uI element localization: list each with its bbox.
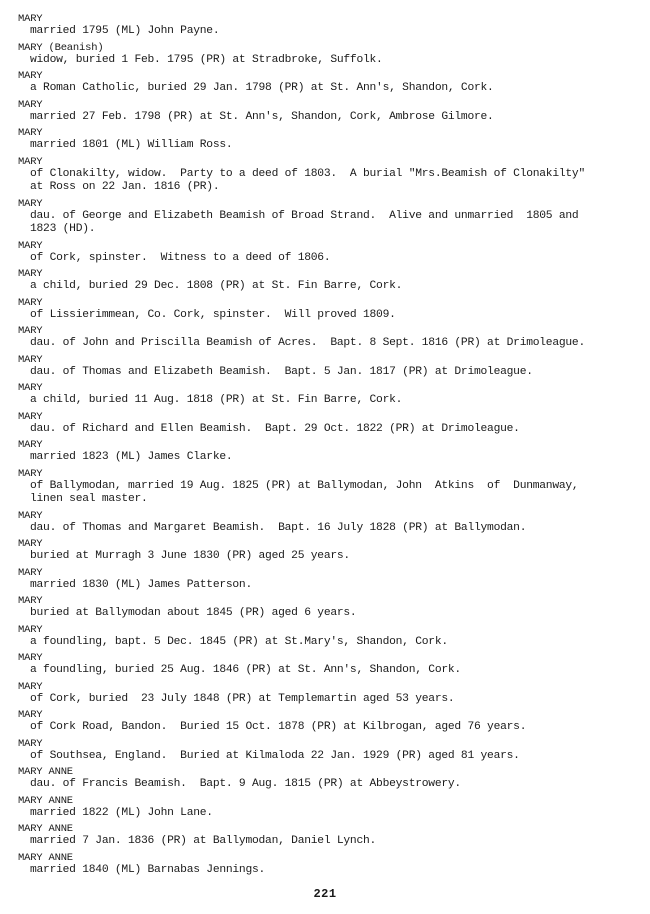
entry-text: married 1801 (ML) William Ross. [30, 139, 233, 151]
entry-text: dau. of Thomas and Elizabeth Beamish. Bapt. 5 Jan. 1817 (PR) at Drimoleague. [30, 365, 533, 378]
list-item [18, 595, 636, 621]
entry-text: of Southsea, England. Buried at Kilmaloda 22 Jan. 1929 (PR) aged 81 years. [30, 749, 520, 762]
entry-name: MARY (Beanish) [18, 41, 104, 54]
entry-text: dau. of Thomas and Margaret Beamish. Bapt. 16 July 1828 (PR) at Ballymodan. [30, 521, 527, 534]
entry-name: MARY [18, 737, 43, 750]
entry-name: MARY [18, 652, 43, 664]
list-item [18, 766, 636, 792]
list-item [18, 823, 636, 849]
entry-text: of Cork, spinster. Witness to a deed of 1806. [30, 251, 331, 264]
list-item [18, 681, 636, 707]
list-item [18, 709, 636, 735]
entry-name: MARY [18, 467, 43, 480]
entry-name: MARY [18, 353, 43, 366]
list-item [18, 127, 636, 153]
entry-text: married 27 Feb. 1798 (PR) at St. Ann's, Shandon, Cork, Ambrose Gilmore. [30, 110, 494, 123]
entry-text: of Ballymodan, married 19 Aug. 1825 (PR) at Ballymodan, John Atkins of Dunmanway, linen seal master. [30, 479, 579, 505]
entry-name: MARY [18, 538, 43, 550]
entry-name: MARY [18, 680, 43, 693]
entry-name: MARY ANNE [18, 766, 73, 778]
list-item [18, 468, 636, 507]
list-item [18, 852, 636, 878]
entry-text: widow, buried 1 Feb. 1795 (PR) at Stradbroke, Suffolk. [30, 53, 383, 66]
list-item [18, 268, 636, 294]
entry-name: MARY ANNE [18, 823, 73, 835]
list-item [18, 652, 636, 678]
entry-text: dau. of Francis Beamish. Bapt. 9 Aug. 1815 (PR) at Abbeystrowery. [30, 778, 461, 790]
entry-text: buried at Murragh 3 June 1830 (PR) aged 25 years. [30, 550, 350, 562]
list-item [18, 510, 636, 536]
entry-text: married 1830 (ML) James Patterson. [30, 578, 252, 591]
entry-name: MARY [18, 325, 43, 337]
list-item [18, 156, 636, 195]
list-item [18, 738, 636, 764]
list-item [18, 198, 636, 237]
entry-text: a foundling, buried 25 Aug. 1846 (PR) at St. Ann's, Shandon, Cork. [30, 664, 461, 676]
entry-name: MARY [18, 197, 43, 210]
entry-text: a foundling, bapt. 5 Dec. 1845 (PR) at St.Mary's, Shandon, Cork. [30, 635, 448, 648]
list-item [18, 354, 636, 380]
entry-name: MARY [18, 98, 43, 111]
entry-text: dau. of Richard and Ellen Beamish. Bapt. 29 Oct. 1822 (PR) at Drimoleague. [30, 422, 520, 435]
entry-name: MARY [18, 382, 43, 394]
list-item [18, 624, 636, 650]
entry-text: of Cork, buried 23 July 1848 (PR) at Templemartin aged 53 years. [30, 692, 455, 705]
entry-text: married 1840 (ML) Barnabas Jennings. [30, 863, 266, 876]
entry-text: a child, buried 29 Dec. 1808 (PR) at St. Fin Barre, Cork. [30, 280, 403, 292]
entry-text: of Clonakilty, widow. Party to a deed of 1803. A burial "Mrs.Beamish of Clonakilty" at Ross on 22 Jan. 1816 (PR). [30, 167, 585, 193]
entry-text: married 1823 (ML) James Clarke. [30, 451, 233, 463]
entry-name: MARY [18, 566, 43, 579]
page-number: 221 [313, 887, 337, 901]
entry-name: MARY [18, 296, 43, 309]
list-item [18, 567, 636, 593]
list-item [18, 439, 636, 465]
entry-text: buried at Ballymodan about 1845 (PR) aged 6 years. [30, 607, 357, 619]
list-item [18, 382, 636, 408]
entry-name: MARY [18, 268, 43, 280]
entry-name: MARY [18, 509, 43, 522]
entry-text: of Lissierimmean, Co. Cork, spinster. Will proved 1809. [30, 308, 396, 321]
entry-name: MARY ANNE [18, 851, 73, 864]
entry-text: dau. of George and Elizabeth Beamish of Broad Strand. Alive and unmarried 1805 and 1823 (HD). [30, 209, 579, 235]
entry-text: married 1795 (ML) John Payne. [30, 25, 220, 37]
entry-name: MARY [18, 410, 43, 423]
entry-text: married 1822 (ML) John Lane. [30, 806, 213, 819]
entry-text: dau. of John and Priscilla Beamish of Acres. Bapt. 8 Sept. 1816 (PR) at Drimoleague. [30, 337, 585, 349]
entry-name: MARY [18, 239, 43, 252]
list-item [18, 240, 636, 266]
entry-name: MARY ANNE [18, 794, 73, 807]
list-item [18, 411, 636, 437]
entry-name: MARY [18, 127, 43, 139]
list-item [18, 13, 636, 39]
entry-name: MARY [18, 623, 43, 636]
entry-text: of Cork Road, Bandon. Buried 15 Oct. 1878 (PR) at Kilbrogan, aged 76 years. [30, 721, 527, 733]
entry-name: MARY [18, 13, 43, 25]
list-item [18, 538, 636, 564]
entry-name: MARY [18, 439, 43, 451]
list-item [18, 795, 636, 821]
list-item [18, 297, 636, 323]
entry-text: a child, buried 11 Aug. 1818 (PR) at St. Fin Barre, Cork. [30, 394, 403, 406]
entry-text: married 7 Jan. 1836 (PR) at Ballymodan, Daniel Lynch. [30, 835, 377, 847]
list-item [18, 325, 636, 351]
entry-list [18, 13, 636, 877]
entry-name: MARY [18, 155, 43, 168]
list-item [18, 42, 636, 68]
entry-text: a Roman Catholic, buried 29 Jan. 1798 (PR) at St. Ann's, Shandon, Cork. [30, 82, 494, 94]
entry-name: MARY [18, 70, 43, 82]
list-item [18, 70, 636, 96]
list-item [18, 99, 636, 125]
entry-name: MARY [18, 709, 43, 721]
entry-name: MARY [18, 595, 43, 607]
